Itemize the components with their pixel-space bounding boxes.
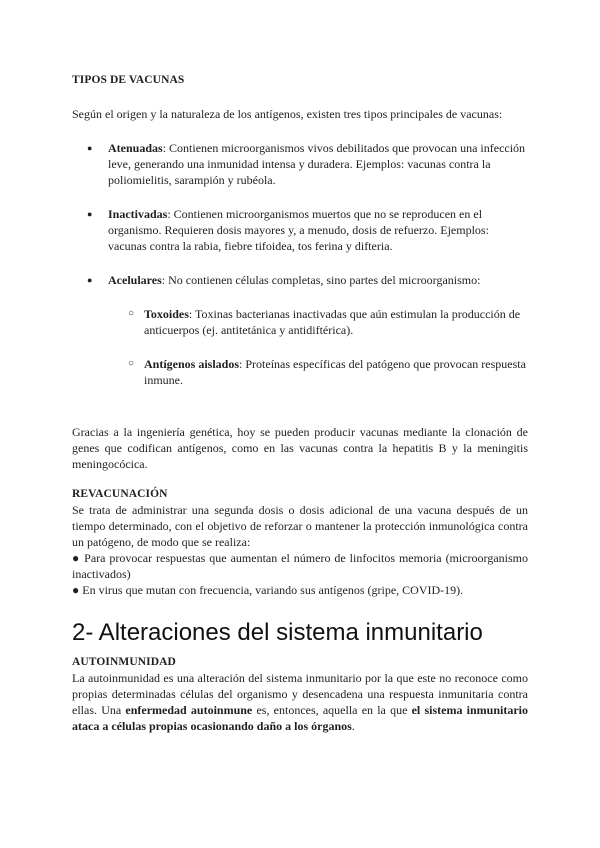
sublist-item-antigenos: [72, 356, 528, 388]
desc-antigenos: : Proteínas específicas del patógeno que provocan respuesta inmune.: [144, 357, 526, 387]
term-inactivadas: Inactivadas: [108, 207, 168, 221]
autoinmunidad-bold-2: el sistema inmunitario ataca a células propias ocasionando daño a los órganos: [72, 703, 529, 733]
tipos-intro: Según el origen y la naturaleza de los antígenos, existen tres tipos principales de vacunas:: [72, 107, 503, 121]
sublist-item-toxoides: [72, 306, 528, 338]
tipos-closing-paragraph: Gracias a la ingeniería genética, hoy se pueden producir vacunas mediante la clonación de genes que codifican antígenos, como en las vacunas contra la hepatitis B y la meningitis meningocócica.: [72, 425, 528, 471]
term-atenuadas: Atenuadas: [108, 141, 163, 155]
document-page: [72, 72, 528, 734]
desc-atenuadas: : Contienen microorganismos vivos debilitados que provocan una infección leve, generando una inmunidad intensa y duradera. Ejemplos: vacunas contra la poliomielitis, sarampión y rubéola.: [108, 141, 526, 187]
autoinmunidad-bold-1: enfermedad autoinmune: [125, 703, 253, 717]
term-acelulares: Acelulares: [108, 273, 162, 287]
desc-acelulares: : No contienen células completas, sino partes del microorganismo:: [161, 273, 481, 287]
revacunacion-paragraph: Se trata de administrar una segunda dosis o dosis adicional de una vacuna después de un tiempo determinado, con el objetivo de reforzar o mantener la protección inmunológica contra un patógeno, de modo que se realiza:: [72, 503, 528, 549]
list-item-inactivadas: [72, 206, 528, 254]
autoinmunidad-text-2: es, entonces, aquella en la que: [252, 703, 412, 717]
section-2-title: 2- Alteraciones del sistema inmunitario: [72, 619, 483, 646]
desc-inactivadas: : Contienen microorganismos muertos que no se reproducen en el organismo. Requieren dosis mayores y, a menudo, dosis de refuerzo. Ejemplos: vacunas contra la rabia, fiebre tifoidea, tos ferina y difteria.: [108, 207, 489, 253]
term-toxoides: Toxoides: [144, 307, 189, 321]
vaccine-type-list: [72, 140, 528, 288]
autoinmunidad-text-3: .: [351, 719, 355, 733]
section-heading-autoinmunidad: AUTOINMUNIDAD: [72, 656, 176, 668]
section-heading-revacunacion: REVACUNACIÓN: [72, 488, 168, 500]
list-item-acelulares: [72, 272, 528, 288]
list-item-atenuadas: [72, 140, 528, 188]
acelulares-sublist: [72, 306, 528, 388]
autoinmunidad-paragraph: [72, 670, 528, 734]
desc-toxoides: : Toxinas bacterianas inactivadas que aún estimulan la producción de anticuerpos (ej. antitetánica y antidiftérica).: [144, 307, 521, 337]
autoinmunidad-text-1: La autoinmunidad es una alteración del sistema inmunitario por la que este no reconoce como propias determinadas células del organismo y desencadena una respuesta inmunitaria contra ellas. Una: [72, 671, 528, 717]
section-heading-tipos: TIPOS DE VACUNAS: [72, 74, 185, 86]
revacunacion-line-1: ● Para provocar respuestas que aumentan el número de linfocitos memoria (microorganismo inactivados): [72, 551, 528, 581]
revacunacion-line-2: ● En virus que mutan con frecuencia, variando sus antígenos (gripe, COVID-19).: [72, 583, 464, 597]
term-antigenos: Antígenos aislados: [144, 357, 240, 371]
